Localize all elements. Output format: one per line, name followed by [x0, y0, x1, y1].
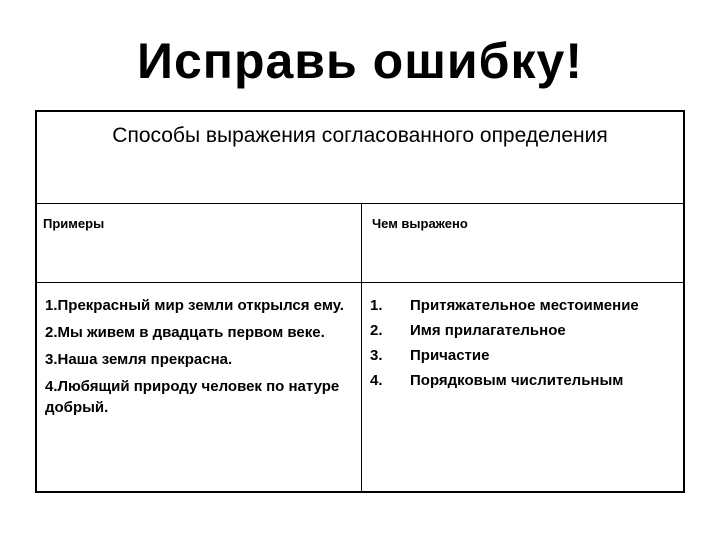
- way-text: Порядковым числительным: [410, 372, 624, 389]
- column-header-examples-label: Примеры: [43, 216, 105, 231]
- example-item: 1.Прекрасный мир земли открылся ему.: [45, 297, 344, 314]
- way-text: Причастие: [410, 347, 490, 364]
- ways-cell: [362, 283, 683, 491]
- column-header-expressed: [362, 204, 683, 283]
- way-item: [370, 345, 677, 366]
- way-number: 1.: [370, 297, 383, 314]
- table-header: Способы выражения согласованного определения: [37, 112, 683, 204]
- way-number: 4.: [370, 372, 383, 389]
- way-text: Притяжательное местоимение: [410, 297, 639, 314]
- example-item: 2.Мы живем в двадцать первом веке.: [45, 324, 325, 341]
- way-text: Имя прилагательное: [410, 322, 566, 339]
- way-item: [370, 295, 677, 316]
- column-header-expressed-label: Чем выражено: [372, 216, 468, 231]
- page-title: Исправь ошибку!: [137, 33, 583, 89]
- way-item: [370, 370, 677, 391]
- way-number: 3.: [370, 347, 383, 364]
- definitions-table: [35, 110, 685, 493]
- examples-cell: [37, 283, 362, 491]
- column-header-examples: [37, 204, 362, 283]
- example-item: 3.Наша земля прекрасна.: [45, 351, 233, 368]
- way-number: 2.: [370, 322, 383, 339]
- way-item: [370, 320, 677, 341]
- example-item: 4.Любящий природу человек по натуре добрый.: [45, 378, 340, 416]
